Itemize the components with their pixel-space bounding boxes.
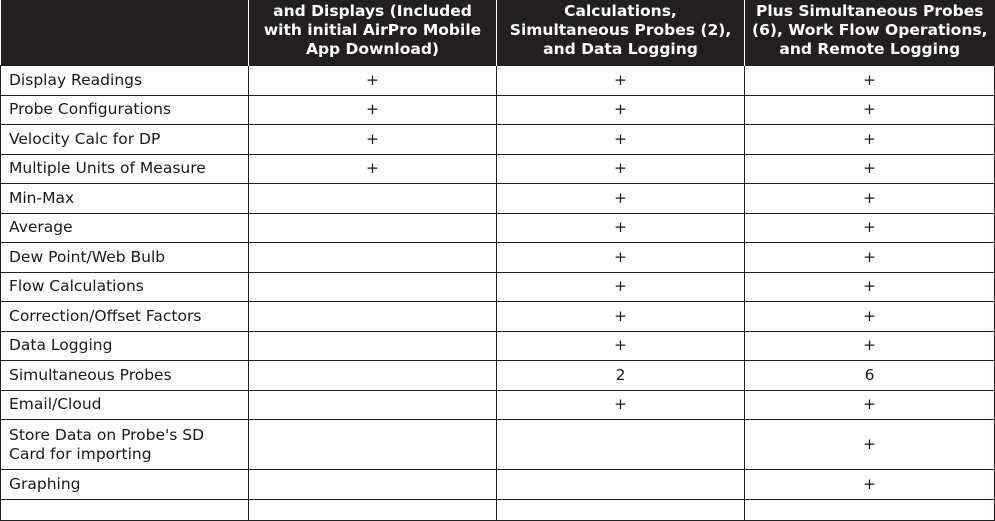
table-row (1, 213, 995, 243)
feature-name: Simultaneous Probes (1, 361, 249, 391)
tier-3-value: + (745, 420, 995, 470)
tier-2-value: + (497, 125, 745, 155)
tier-1-value (249, 470, 497, 500)
tier-2-value: + (497, 331, 745, 361)
tier-1-value (249, 302, 497, 332)
table-row (1, 154, 995, 184)
tier-3-value: + (745, 95, 995, 125)
tier-3-value: + (745, 213, 995, 243)
tier-2-value: + (497, 272, 745, 302)
feature-name: Flow Calculations (1, 272, 249, 302)
header-feature (1, 0, 249, 66)
tier-3-value: + (745, 331, 995, 361)
header-row (1, 0, 995, 66)
tier-1-value (249, 420, 497, 470)
feature-name: Min-Max (1, 184, 249, 214)
table-row (1, 331, 995, 361)
tier-1-value (249, 213, 497, 243)
tier-3-value: + (745, 390, 995, 420)
tier-1-value: + (249, 66, 497, 96)
feature-name: Probe Configurations (1, 95, 249, 125)
tier-2-value (497, 420, 745, 470)
tier-2-value: + (497, 95, 745, 125)
table-row (1, 243, 995, 273)
tier-2-value: 2 (497, 361, 745, 391)
table-row (1, 66, 995, 96)
table-row (1, 420, 995, 470)
feature-name: Display Readings (1, 66, 249, 96)
tier-1-value (249, 499, 497, 520)
tier-2-value: + (497, 66, 745, 96)
table-row (1, 390, 995, 420)
table-row (1, 184, 995, 214)
feature-name: Store Data on Probe's SD Card for importing (1, 420, 249, 470)
tier-3-value: + (745, 154, 995, 184)
feature-name: Multiple Units of Measure (1, 154, 249, 184)
tier-3-value: + (745, 470, 995, 500)
tier-1-value (249, 243, 497, 273)
feature-name (1, 499, 249, 520)
tier-2-value: + (497, 154, 745, 184)
tier-2-value: + (497, 184, 745, 214)
tier-2-value: + (497, 213, 745, 243)
table-row (1, 95, 995, 125)
feature-name: Data Logging (1, 331, 249, 361)
table-row (1, 361, 995, 391)
tier-2-value (497, 470, 745, 500)
tier-1-value: + (249, 95, 497, 125)
feature-name: Email/Cloud (1, 390, 249, 420)
tier-3-value: + (745, 184, 995, 214)
tier-2-value: + (497, 390, 745, 420)
tier-3-value (745, 499, 995, 520)
tier-3-value: + (745, 272, 995, 302)
header-tier-2: Calculations, Simultaneous Probes (2), and Data Logging (497, 0, 745, 66)
feature-name: Dew Point/Web Bulb (1, 243, 249, 273)
tier-3-value: + (745, 125, 995, 155)
feature-name: Average (1, 213, 249, 243)
tier-1-value (249, 272, 497, 302)
feature-name: Graphing (1, 470, 249, 500)
tier-3-value: + (745, 66, 995, 96)
table-body (1, 66, 995, 521)
table-row (1, 125, 995, 155)
tier-1-value (249, 390, 497, 420)
tier-3-value: + (745, 243, 995, 273)
table-row (1, 499, 995, 520)
table-row (1, 470, 995, 500)
table-header (1, 0, 995, 66)
tier-1-value: + (249, 125, 497, 155)
header-tier-3: Plus Simultaneous Probes (6), Work Flow Operations, and Remote Logging (745, 0, 995, 66)
tier-3-value: 6 (745, 361, 995, 391)
tier-1-value (249, 184, 497, 214)
tier-1-value: + (249, 154, 497, 184)
tier-2-value (497, 499, 745, 520)
tier-1-value (249, 331, 497, 361)
table-row (1, 302, 995, 332)
tier-2-value: + (497, 302, 745, 332)
tier-3-value: + (745, 302, 995, 332)
feature-name: Velocity Calc for DP (1, 125, 249, 155)
table-row (1, 272, 995, 302)
tier-2-value: + (497, 243, 745, 273)
header-tier-1: and Displays (Included with initial AirPro Mobile App Download) (249, 0, 497, 66)
feature-name: Correction/Offset Factors (1, 302, 249, 332)
tier-1-value (249, 361, 497, 391)
